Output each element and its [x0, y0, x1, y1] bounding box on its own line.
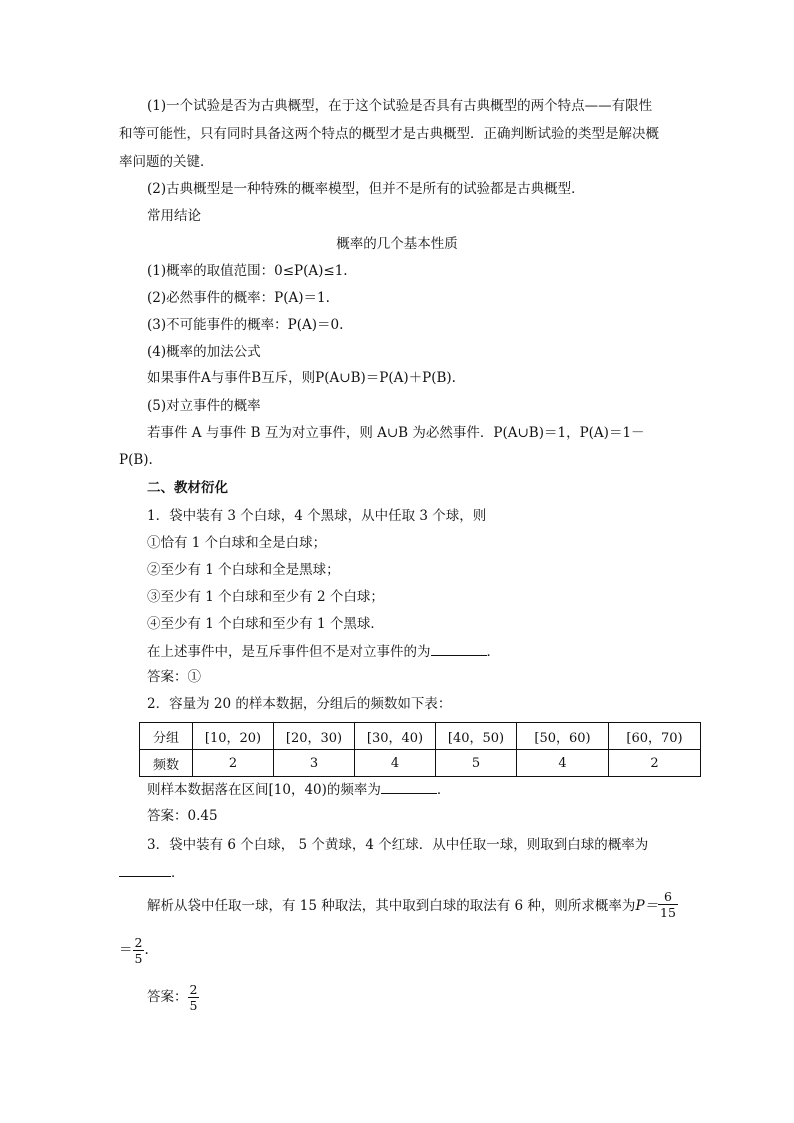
property-2: (2)必然事件的概率：P(A)＝1. — [147, 290, 330, 306]
table-row-counts — [140, 750, 701, 777]
table-cell-group: [60，70) — [609, 723, 701, 750]
frequency-table — [139, 722, 701, 777]
q3-answer-fraction — [188, 982, 200, 1013]
property-5: (5)对立事件的概率 — [147, 398, 261, 414]
q1-answer: 答案：① — [147, 669, 201, 685]
property-5-body-line-1: 若事件 A 与事件 B 互为对立事件，则 A∪B 为必然事件．P(A∪B)＝1，P(A)＝1－ — [147, 425, 645, 441]
table-cell-group: [40，50) — [436, 723, 517, 750]
table-cell-count: 2 — [193, 750, 274, 777]
row-head-count: 频数 — [140, 750, 193, 777]
property-1: (1)概率的取值范围：0≤P(A)≤1. — [147, 263, 348, 279]
table-cell-count: 4 — [517, 750, 609, 777]
table-cell-count: 3 — [274, 750, 355, 777]
q2-question-text: 则样本数据落在区间[10，40)的频率为 — [147, 782, 381, 798]
table-cell-count: 4 — [355, 750, 436, 777]
table-cell-group: [30，40) — [355, 723, 436, 750]
note-1-line-2: 和等可能性，只有同时具备这两个特点的概型才是古典概型．正确判断试验的类型是解决概 — [119, 126, 659, 142]
q3-answer — [147, 982, 199, 1013]
fraction-denominator: 5 — [134, 951, 143, 966]
property-4: (4)概率的加法公式 — [147, 344, 261, 360]
fraction-denominator: 15 — [660, 905, 676, 920]
q2-question — [147, 780, 450, 799]
q3-period: . — [144, 942, 149, 958]
q1-option-3: ③至少有 1 个白球和至少有 2 个白球； — [147, 589, 384, 605]
table-cell-count: 2 — [609, 750, 701, 777]
fraction-numerator: 2 — [134, 935, 143, 950]
fraction-numerator: 6 — [658, 889, 678, 905]
conclusions-title: 概率的几个基本性质 — [336, 236, 458, 252]
row-head-group: 分组 — [140, 723, 193, 750]
table-cell-group: [20，30) — [274, 723, 355, 750]
q3-analysis — [147, 891, 678, 922]
q3-equals: ＝ — [119, 942, 133, 958]
property-3: (3)不可能事件的概率：P(A)＝0. — [147, 317, 344, 333]
note-1-line-1: (1)一个试验是否为古典概型，在于这个试验是否具有古典概型的两个特点——有限性 — [147, 98, 653, 114]
fraction-numerator: 2 — [189, 982, 198, 997]
q3-analysis-text: 解析从袋中任取一球，有 15 种取法，其中取到白球的取法有 6 种，则所求概率为 — [147, 898, 636, 914]
q1-question-text: 在上述事件中，是互斥事件但不是对立事件的为 — [147, 644, 431, 660]
q1-option-1: ①恰有 1 个白球和全是白球； — [147, 535, 327, 551]
q3-stem-end: ． — [171, 865, 185, 881]
q1-question-end: ． — [486, 644, 500, 660]
q1-option-4: ④至少有 1 个白球和至少有 1 个黑球． — [147, 616, 384, 632]
q3-p-label: P＝ — [635, 898, 659, 914]
q1-answer-blank — [431, 642, 487, 656]
q2-question-end: ． — [436, 782, 451, 798]
table-cell-count: 5 — [436, 750, 517, 777]
q3-fraction-6-15 — [658, 889, 678, 920]
q3-stem: 3．袋中装有 6 个白球， 5 个黄球，4 个红球．从中任取一球，则取到白球的概率为 — [147, 837, 649, 853]
note-2: (2)古典概型是一种特殊的概率模型，但并不是所有的试验都是古典概型． — [147, 181, 585, 197]
q3-answer-label: 答案： — [147, 989, 188, 1005]
q3-stem-line-2 — [119, 863, 185, 882]
note-1-line-3: 率问题的关键． — [119, 154, 214, 170]
table-cell-group: [50，60) — [517, 723, 609, 750]
table-row-groups — [140, 723, 701, 750]
q1-option-2: ②至少有 1 个白球和全是黑球； — [147, 562, 340, 578]
q2-answer-blank — [381, 780, 437, 794]
property-4-body: 如果事件A与事件B互斥，则P(A∪B)＝P(A)＋P(B). — [147, 370, 456, 386]
q2-stem: 2．容量为 20 的样本数据，分组后的频数如下表： — [147, 696, 452, 712]
section-2-heading: 二、教材衍化 — [147, 480, 228, 496]
q2-answer: 答案：0.45 — [147, 808, 218, 824]
q1-question — [147, 642, 500, 661]
conclusions-heading: 常用结论 — [147, 208, 201, 224]
q3-analysis-line-2 — [119, 935, 149, 966]
q1-stem: 1．袋中装有 3 个白球，4 个黑球，从中任取 3 个球，则 — [147, 508, 487, 524]
q3-fraction-2-5 — [133, 935, 145, 966]
property-5-body-line-2: P(B). — [119, 452, 153, 468]
table-cell-group: [10，20) — [193, 723, 274, 750]
fraction-denominator: 5 — [189, 998, 198, 1013]
q3-answer-blank — [119, 863, 171, 877]
